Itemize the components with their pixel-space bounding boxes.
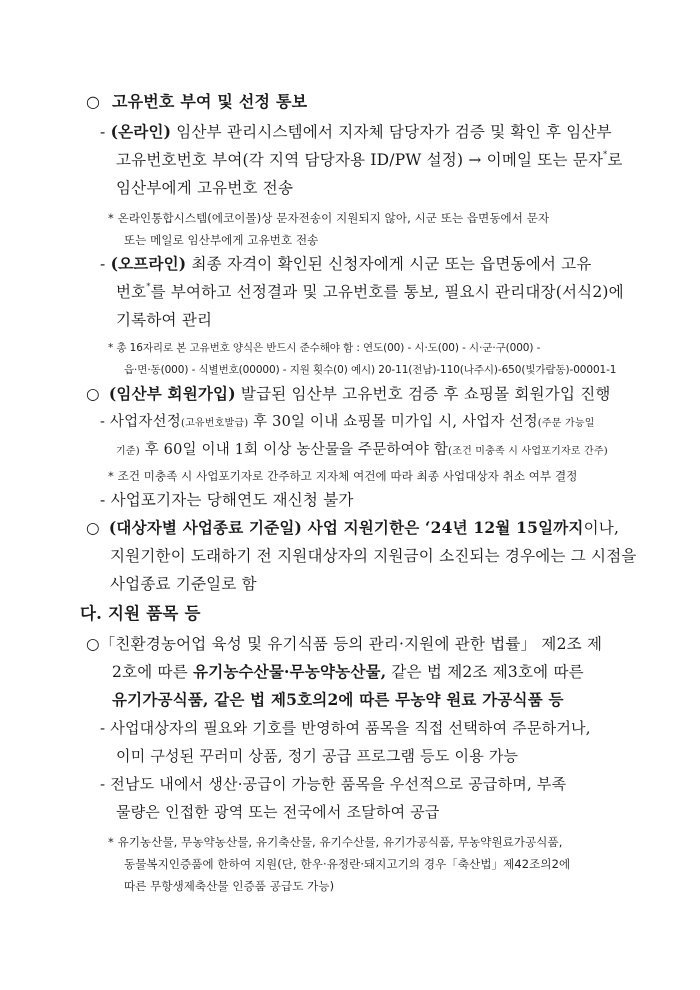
- end-date-line1: ○ (대상자별 사업종료 기준일) 사업 지원기한은 ‘24년 12월 15일까지이나,: [86, 518, 620, 537]
- offline-label: (오프라인): [110, 254, 187, 273]
- online-item-line2: 고유번호번호 부여(각 지역 담당자용 ID/PW 설정) → 이메일 또는 문자*로: [116, 150, 623, 169]
- section-unique-number-title: ○ 고유번호 부여 및 선정 통보: [86, 92, 308, 111]
- reapply-rule-line: - 사업포기자는 당해연도 재신청 불가: [100, 491, 354, 509]
- supply-priority-line1: - 전남도 내에서 생산·공급이 가능한 품목을 우선적으로 공급하며, 부족: [100, 775, 567, 793]
- offline-item-line3: 기록하여 관리: [116, 311, 213, 329]
- law-line3: 유기가공식품, 같은 법 제5호의2에 따른 무농약 원료 가공식품 등: [112, 690, 564, 709]
- order-method-line2: 이미 구성된 꾸러미 상품, 정기 공급 프로그램 등도 이용 가능: [116, 747, 519, 765]
- member-signup-line: ○ (임산부 회원가입) 발급된 임산부 고유번호 검증 후 쇼핑몰 회원가입 진행: [86, 384, 611, 403]
- online-item-line1: - (온라인) 임산부 관리시스템에서 지자체 담당자가 검증 및 확인 후 임산부: [100, 122, 612, 141]
- offline-item-line2: 번호*를 부여하고 선정결과 및 고유번호를 통보, 필요시 관리대장(서식2)에: [116, 282, 624, 301]
- signup-condition-line1: - 사업자선정(고유번호발급) 후 30일 이내 쇼핑몰 미가입 시, 사업자 선정(주문 가능일: [100, 414, 595, 430]
- bullet-circle: ○: [86, 92, 101, 111]
- bullet-circle: ○: [86, 635, 100, 653]
- items-note-line2: 동물복지인증품에 한하여 지원(단, 한우·유정란·돼지고기의 경우「축산법」제42조의2에: [124, 857, 571, 871]
- section-heading-support-items: 다. 지원 품목 등: [80, 604, 201, 623]
- online-item-line3: 임산부에게 고유번호 전송: [116, 179, 294, 197]
- items-note-line3: 따른 무항생제축산물 인증품 공급도 가능): [124, 879, 335, 893]
- offline-note-line1: * 총 16자리로 본 고유번호 양식은 반드시 준수해야 함 : 연도(00) - 시·도(00) - 시·군·구(000) -: [108, 342, 541, 354]
- signup-note: * 조건 미충족 시 사업포기자로 간주하고 지자체 여건에 따라 최종 사업대상자 취소 여부 결정: [108, 469, 578, 483]
- bullet-circle: ○: [86, 385, 100, 403]
- law-line1: ○「친환경농어업 육성 및 유기식품 등의 관리·지원에 관한 법률」 제2조 제: [86, 635, 603, 653]
- member-signup-label: (임산부 회원가입): [108, 384, 236, 403]
- bullet-circle: ○: [86, 519, 100, 537]
- end-date-line3: 사업종료 기준일로 함: [110, 575, 257, 593]
- signup-condition-line2: 기준) 후 60일 이내 1회 이상 농산물을 주문하여야 함(조건 미충족 시 사업포기자로 간주): [116, 442, 608, 458]
- end-date-label: (대상자별 사업종료 기준일): [108, 518, 303, 537]
- items-note-line1: * 유기농산물, 무농약농산물, 유기축산물, 유기수산물, 유기가공식품, 무농약원료가공식품,: [108, 835, 563, 849]
- law-line2: 2호에 따른 유기농수산물·무농약농산물, 같은 법 제2조 제3호에 따른: [112, 662, 584, 681]
- offline-item-line1: - (오프라인) 최종 자격이 확인된 신청자에게 시군 또는 읍면동에서 고유: [100, 254, 592, 273]
- end-date-line2: 지원기한이 도래하기 전 지원대상자의 지원금이 소진되는 경우에는 그 시점을: [110, 547, 637, 565]
- online-note-line2: 또는 메일로 임산부에게 고유번호 전송: [124, 233, 319, 247]
- online-label: (온라인): [110, 122, 172, 141]
- order-method-line1: - 사업대상자의 필요와 기호를 반영하여 품목을 직접 선택하여 주문하거나,: [100, 719, 591, 737]
- supply-priority-line2: 물량은 인접한 광역 또는 전국에서 조달하여 공급: [116, 803, 440, 821]
- online-note-line1: * 온라인통합시스템(에코이몰)상 문자전송이 지원되지 않아, 시군 또는 읍면동에서 문자: [108, 211, 550, 225]
- offline-note-line2: 읍·면·동(000) - 식별번호(00000) - 지원 횟수(0) 예시) 20-11(전남)-110(나주시)-650(빛가람동)-00001-1: [124, 364, 617, 376]
